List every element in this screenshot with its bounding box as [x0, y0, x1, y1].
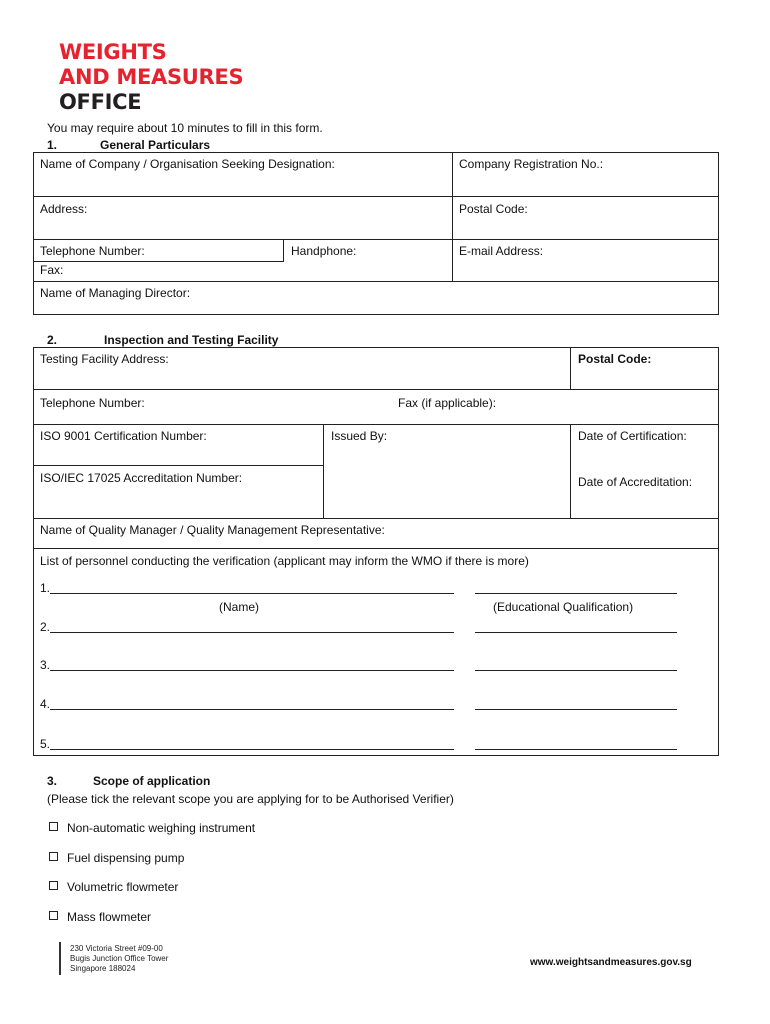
name-caption: (Name): [219, 600, 260, 614]
scope-option-fuel-pump: Fuel dispensing pump: [67, 851, 185, 865]
footer-website[interactable]: www.weightsandmeasures.gov.sg: [530, 957, 692, 968]
postal-code-label[interactable]: Postal Code:: [459, 202, 528, 216]
personnel-name-line[interactable]: [50, 593, 454, 594]
section1-title: General Particulars: [100, 138, 211, 152]
personnel-number-4: 4.: [40, 697, 51, 711]
logo-line-2: AND MEASURES: [59, 65, 244, 89]
issued-by-label[interactable]: Issued By:: [331, 429, 388, 443]
intro-text: You may require about 10 minutes to fill in this form.: [47, 121, 323, 135]
personnel-name-line[interactable]: [50, 749, 454, 750]
address-label[interactable]: Address:: [40, 202, 88, 216]
scope-checkbox-mass[interactable]: [49, 911, 58, 920]
scope-checkbox-volumetric[interactable]: [49, 881, 58, 890]
personnel-qualification-line[interactable]: [475, 709, 677, 710]
personnel-number-3: 3.: [40, 658, 51, 672]
footer-address-line-1: 230 Victoria Street #09-00: [70, 944, 163, 953]
scope-option-naw: Non-automatic weighing instrument: [67, 821, 256, 835]
telephone-label[interactable]: Telephone Number:: [40, 244, 145, 258]
facility-address-label[interactable]: Testing Facility Address:: [40, 352, 169, 366]
scope-checkbox-fuel-pump[interactable]: [49, 852, 58, 861]
footer-address-line-3: Singapore 188024: [70, 964, 136, 973]
handphone-label[interactable]: Handphone:: [291, 244, 357, 258]
divider: [283, 239, 284, 261]
facility-telephone-label[interactable]: Telephone Number:: [40, 396, 145, 410]
date-accreditation-label[interactable]: Date of Accreditation:: [578, 475, 693, 489]
qualification-caption: (Educational Qualification): [493, 600, 634, 614]
facility-fax-label[interactable]: Fax (if applicable):: [398, 396, 497, 410]
quality-manager-label[interactable]: Name of Quality Manager / Quality Management Representative:: [40, 523, 385, 537]
logo-line-1: WEIGHTS: [59, 40, 167, 64]
logo-line-3: OFFICE: [59, 90, 142, 114]
divider: [33, 548, 719, 549]
divider: [33, 389, 719, 390]
divider: [33, 196, 719, 197]
managing-director-label[interactable]: Name of Managing Director:: [40, 286, 191, 300]
email-label[interactable]: E-mail Address:: [459, 244, 544, 258]
section2-title: Inspection and Testing Facility: [104, 333, 279, 347]
personnel-qualification-line[interactable]: [475, 593, 677, 594]
iso9001-label[interactable]: ISO 9001 Certification Number:: [40, 429, 207, 443]
fax-label[interactable]: Fax:: [40, 263, 64, 277]
personnel-qualification-line[interactable]: [475, 749, 677, 750]
footer-rule: [59, 942, 61, 975]
divider: [570, 347, 571, 389]
footer-address: [70, 944, 168, 974]
section1-number: 1.: [47, 138, 58, 152]
company-reg-label[interactable]: Company Registration No.:: [459, 157, 604, 171]
date-certification-label[interactable]: Date of Certification:: [578, 429, 687, 443]
facility-postal-code-label[interactable]: Postal Code:: [578, 352, 652, 366]
divider: [33, 465, 324, 466]
divider: [33, 518, 719, 519]
divider: [33, 281, 719, 282]
personnel-number-5: 5.: [40, 737, 51, 751]
divider: [33, 424, 719, 425]
section3-number: 3.: [47, 774, 58, 788]
section2-number: 2.: [47, 333, 58, 347]
personnel-number-1: 1.: [40, 581, 51, 595]
divider: [570, 424, 571, 518]
section3-title: Scope of application: [93, 774, 211, 788]
personnel-number-2: 2.: [40, 620, 51, 634]
wmo-logo: [59, 40, 243, 115]
scope-option-volumetric: Volumetric flowmeter: [67, 880, 179, 894]
section3-instruction: (Please tick the relevant scope you are applying for to be Authorised Verifier): [47, 792, 454, 806]
personnel-label: List of personnel conducting the verification (applicant may inform the WMO if there is more): [40, 554, 529, 568]
personnel-qualification-line[interactable]: [475, 670, 677, 671]
iso17025-label[interactable]: ISO/IEC 17025 Accreditation Number:: [40, 471, 243, 485]
personnel-name-line[interactable]: [50, 709, 454, 710]
divider: [33, 239, 719, 240]
company-name-label[interactable]: Name of Company / Organisation Seeking Designation:: [40, 157, 335, 171]
footer-address-line-2: Bugis Junction Office Tower: [70, 954, 169, 963]
divider: [323, 424, 324, 518]
personnel-qualification-line[interactable]: [475, 632, 677, 633]
divider: [33, 261, 284, 262]
personnel-name-line[interactable]: [50, 632, 454, 633]
scope-checkbox-naw[interactable]: [49, 822, 58, 831]
personnel-name-line[interactable]: [50, 670, 454, 671]
scope-option-mass: Mass flowmeter: [67, 910, 152, 924]
divider: [452, 152, 453, 281]
